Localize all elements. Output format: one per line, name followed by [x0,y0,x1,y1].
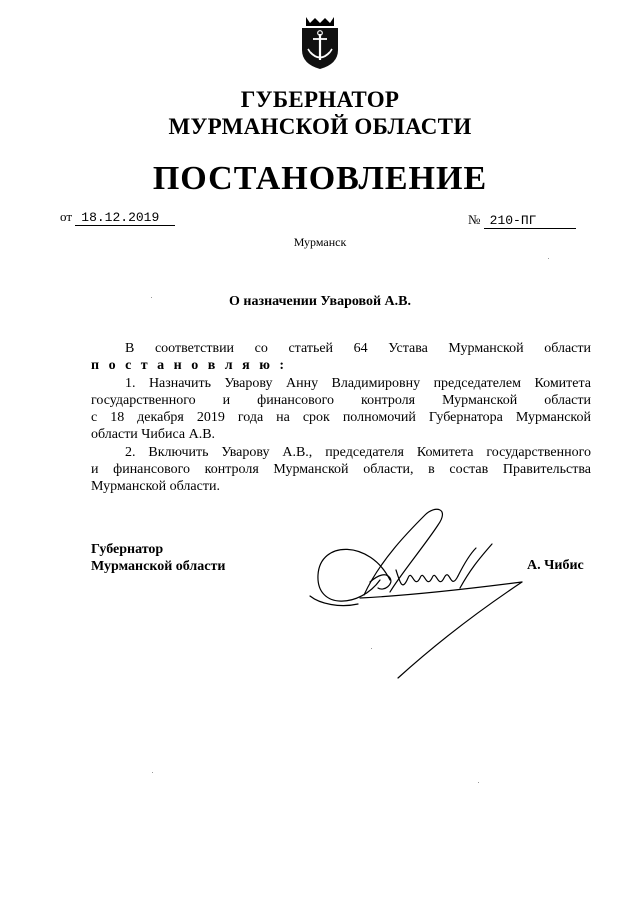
authority-region: МУРМАНСКОЙ ОБЛАСТИ [168,114,472,139]
item-1-line: государственного и финансового контроля Мурманской области [91,393,591,408]
scan-speck [478,782,479,783]
item-2-paragraph [91,444,591,495]
number-value: 210-ПГ [484,213,576,229]
document-number [468,212,576,229]
date-prefix: от [60,209,73,224]
date-value: 18.12.2019 [75,210,175,226]
item-1-line: с 18 декабря 2019 года на срок полномочий Губернатора Мурманской [91,410,591,425]
signatory-title [91,541,225,575]
item-2-line: Мурманской области. [91,479,220,494]
document-subject: О назначении Уваровой А.В. [229,294,411,309]
decree-word: п о с т а н о в л я ю : [91,358,288,373]
signatory-title-line: Мурманской области [91,559,226,574]
signatory-title-line: Губернатор [91,542,164,557]
item-2-line: и финансового контроля Мурманской области, в состав Правительства [91,462,591,477]
number-prefix: № [468,212,481,227]
scan-speck [152,772,153,773]
scan-speck [151,297,152,298]
item-2-line: 2. Включить Уварову А.В., председателя Комитета государственного [125,445,591,460]
scan-speck [371,648,372,649]
item-1-line: области Чибиса А.В. [91,427,216,442]
handwritten-signature [300,500,530,685]
item-1-line: 1. Назначить Уварову Анну Владимировну председателем Комитета [125,376,591,391]
coat-of-arms-icon [298,14,342,70]
scan-speck [548,258,549,259]
item-1-paragraph [91,375,591,443]
document-city: Мурманск [293,235,347,249]
intro-paragraph [91,340,591,374]
document-type: ПОСТАНОВЛЕНИЕ [152,160,488,197]
signatory-name: А. Чибис [527,558,584,573]
intro-line: В соответствии со статьей 64 Устава Мурманской области [125,341,591,356]
document-date [60,209,175,226]
authority-title: ГУБЕРНАТОР [240,87,400,112]
